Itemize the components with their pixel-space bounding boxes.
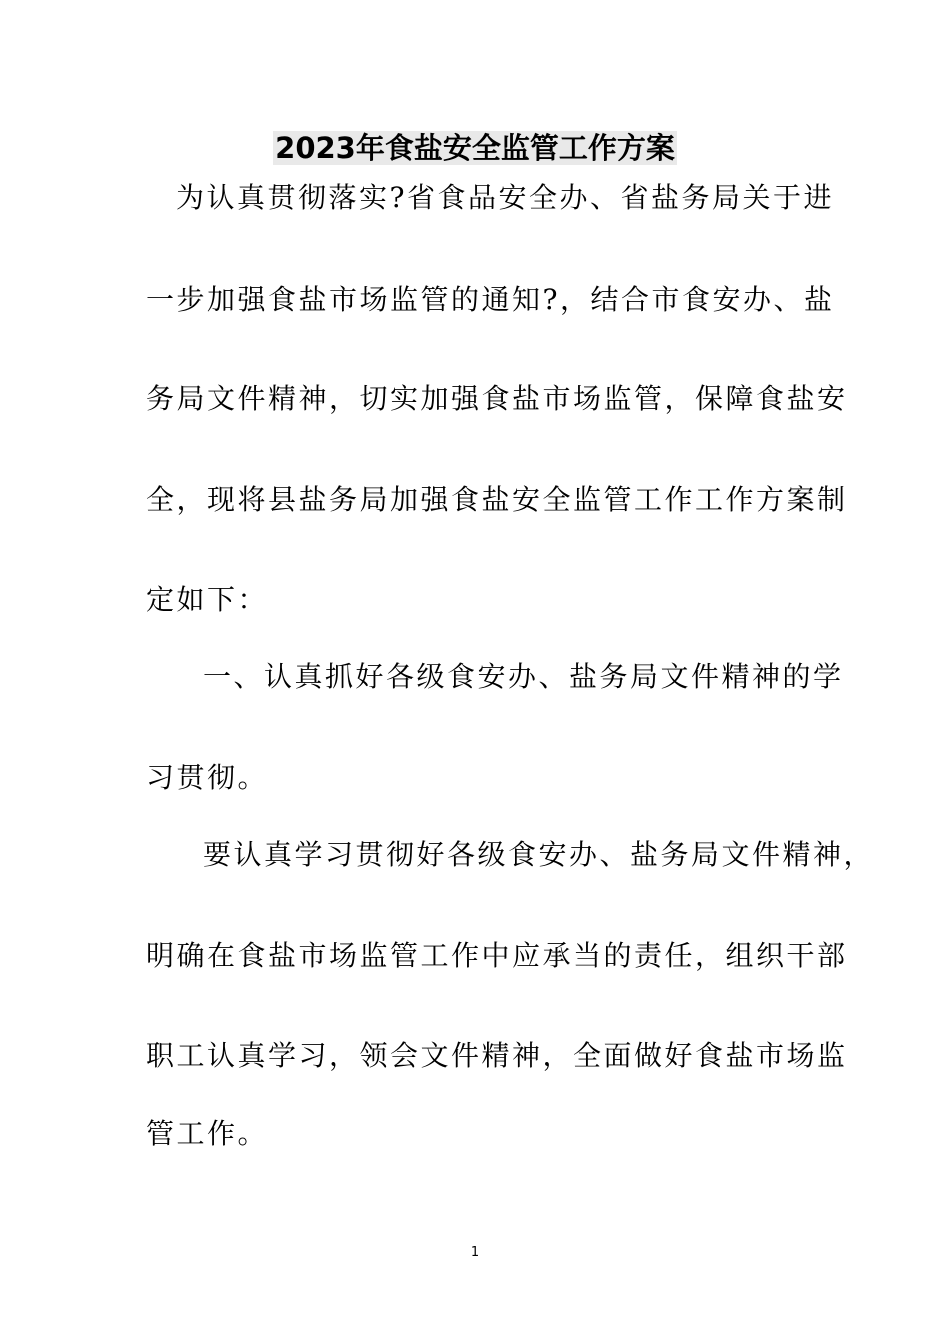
- paragraph-line: 明确在食盐市场监管工作中应承当的责任，组织干部: [146, 939, 848, 972]
- paragraph-line: 要认真学习贯彻好各级食安办、盐务局文件精神，: [203, 838, 875, 871]
- document-title-text: 2023年食盐安全监管工作方案: [275, 131, 675, 165]
- paragraph-line: 职工认真学习，领会文件精神，全面做好食盐市场监: [146, 1039, 848, 1072]
- paragraph-line: 管工作。: [146, 1117, 269, 1150]
- paragraph-line: 为认真贯彻落实?省食品安全办、省盐务局关于进: [176, 181, 835, 214]
- paragraph-line: 一步加强食盐市场监管的通知?，结合市食安办、盐: [146, 283, 835, 316]
- document-title: [0, 128, 950, 168]
- paragraph-line: 全，现将县盐务局加强食盐安全监管工作工作方案制: [146, 483, 848, 516]
- paragraph-line: 务局文件精神，切实加强食盐市场监管，保障食盐安: [146, 382, 848, 415]
- section-heading-line: 一、认真抓好各级食安办、盐务局文件精神的学: [203, 660, 844, 693]
- paragraph-line: 定如下：: [146, 583, 269, 616]
- page-number: 1: [470, 1245, 480, 1260]
- section-heading-line: 习贯彻。: [146, 761, 269, 794]
